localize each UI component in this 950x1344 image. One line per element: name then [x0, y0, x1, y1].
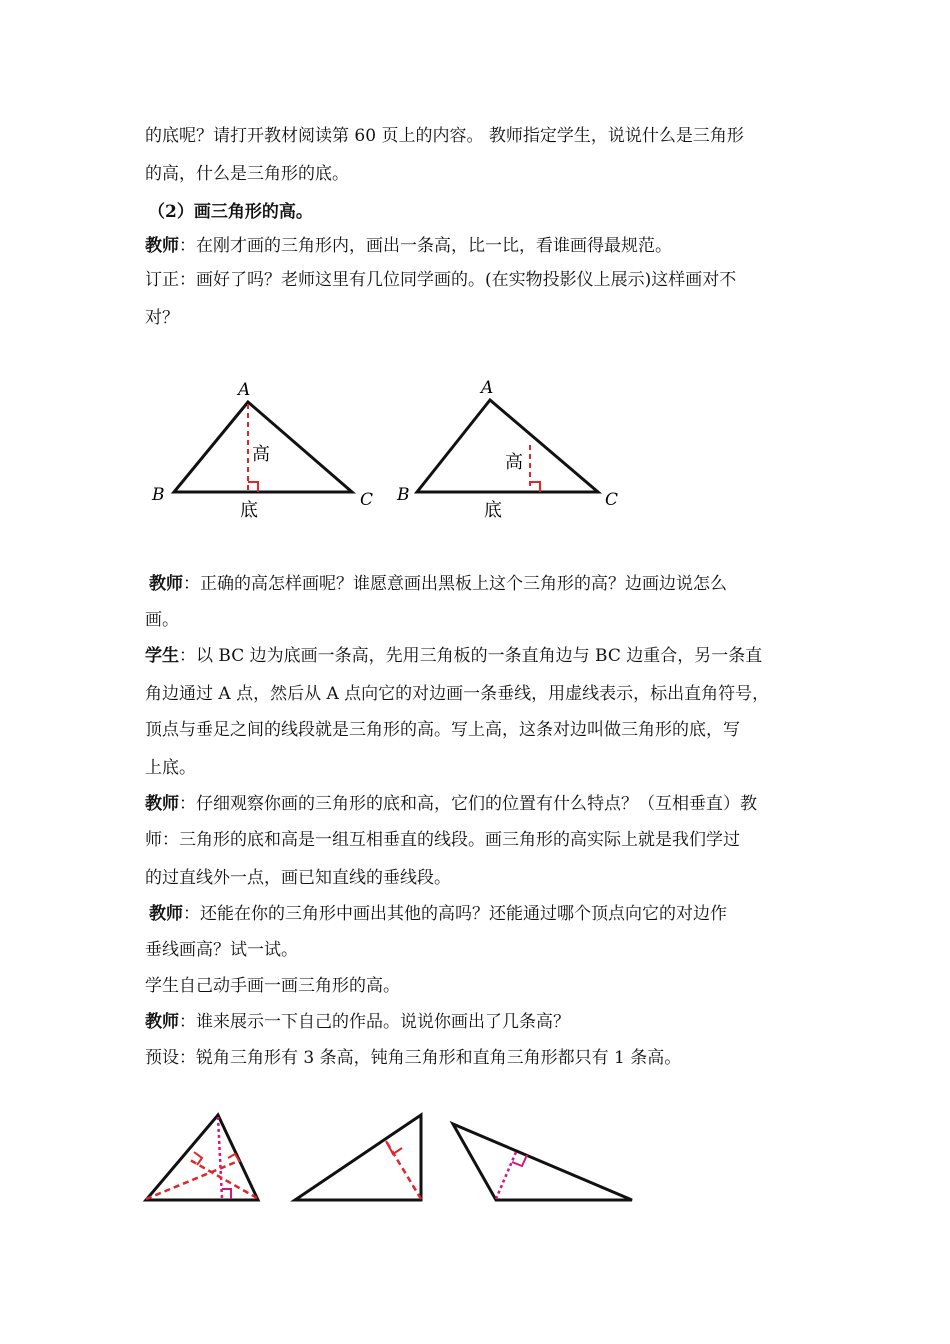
- vertex-a-label: A: [238, 380, 251, 400]
- acute-triangle: [146, 1115, 258, 1200]
- speaker-text: ：在刚才画的三角形内，画出一条高，比一比，看谁画得最规范。: [179, 236, 672, 256]
- vertex-b-label: B: [152, 485, 165, 505]
- right-angle-triangle-outline: [295, 1115, 421, 1200]
- speaker-text: ：还能在你的三角形中画出其他的高吗？还能通过哪个顶点向它的对边作: [183, 904, 727, 924]
- speaker-label: 教师: [145, 794, 179, 814]
- vertex-c-label: C: [360, 490, 374, 510]
- paragraph-line: 对？: [145, 308, 179, 328]
- obtuse-height: [496, 1152, 516, 1199]
- vertex-a-label: A: [481, 378, 494, 398]
- speaker-label: 教师: [149, 904, 183, 924]
- paragraph-line: 的底呢？请打开教材阅读第 60 页上的内容。 教师指定学生，说说什么是三角形: [145, 126, 744, 146]
- paragraph-line: 师：三角形的底和高是一组互相垂直的线段。画三角形的高实际上就是我们学过: [145, 830, 740, 850]
- obtuse-right-angle-mark: [512, 1155, 527, 1166]
- paragraph-line: 上底。: [145, 758, 196, 778]
- height-label: 高: [505, 452, 523, 473]
- obtuse-triangle-outline: [453, 1124, 632, 1200]
- paragraph-line: 顶点与垂足之间的线段就是三角形的高。写上高，这条对边叫做三角形的底，写: [145, 720, 740, 740]
- paragraph-line: 画。: [145, 610, 179, 630]
- vertex-c-label: C: [605, 490, 619, 510]
- paragraph-line: 预设：锐角三角形有 3 条高，钝角三角形和直角三角形都只有 1 条高。: [145, 1048, 682, 1068]
- paragraph-line: 学生自己动手画一画三角形的高。: [145, 976, 400, 996]
- vertex-b-label: B: [397, 485, 410, 505]
- obtuse-triangle: [453, 1124, 632, 1200]
- paragraph-line: 的过直线外一点，画已知直线的垂线段。: [145, 868, 451, 888]
- acute-height-1: [218, 1117, 222, 1198]
- speaker-label: 教师: [145, 236, 179, 256]
- speaker-text: ：仔细观察你画的三角形的底和高，它们的位置有什么特点？（互相垂直）教: [179, 794, 757, 814]
- section-heading: （2）画三角形的高。: [148, 202, 313, 222]
- speaker-text: ：谁来展示一下自己的作品。说说你画出了几条高？: [179, 1012, 570, 1032]
- speaker-label: 教师: [145, 1012, 179, 1032]
- speaker-text: ：正确的高怎样画呢？谁愿意画出黑板上这个三角形的高？边画边说怎么: [183, 574, 727, 594]
- base-label: 底: [240, 500, 258, 521]
- paragraph-line: 垂线画高？试一试。: [145, 940, 298, 960]
- acute-height-2: [146, 1162, 236, 1199]
- height-label: 高: [252, 444, 270, 465]
- paragraph-line: 的高，什么是三角形的底。: [145, 164, 349, 184]
- base-label: 底: [484, 500, 502, 521]
- speaker-label: 教师: [149, 574, 183, 594]
- right-angle-triangle: [295, 1115, 421, 1200]
- speaker-text: ：以 BC 边为底画一条高，先用三角板的一条直角边与 BC 边重合，另一条直: [179, 646, 763, 666]
- speaker-label: 学生: [145, 646, 179, 666]
- paragraph-line: 订正：画好了吗？老师这里有几位同学画的。(在实物投影仪上展示)这样画对不: [145, 270, 737, 290]
- paragraph-line: 角边通过 A 点，然后从 A 点向它的对边画一条垂线，用虚线表示，标出直角符号，: [145, 684, 770, 704]
- acute-right-angle-mark: [222, 1189, 231, 1199]
